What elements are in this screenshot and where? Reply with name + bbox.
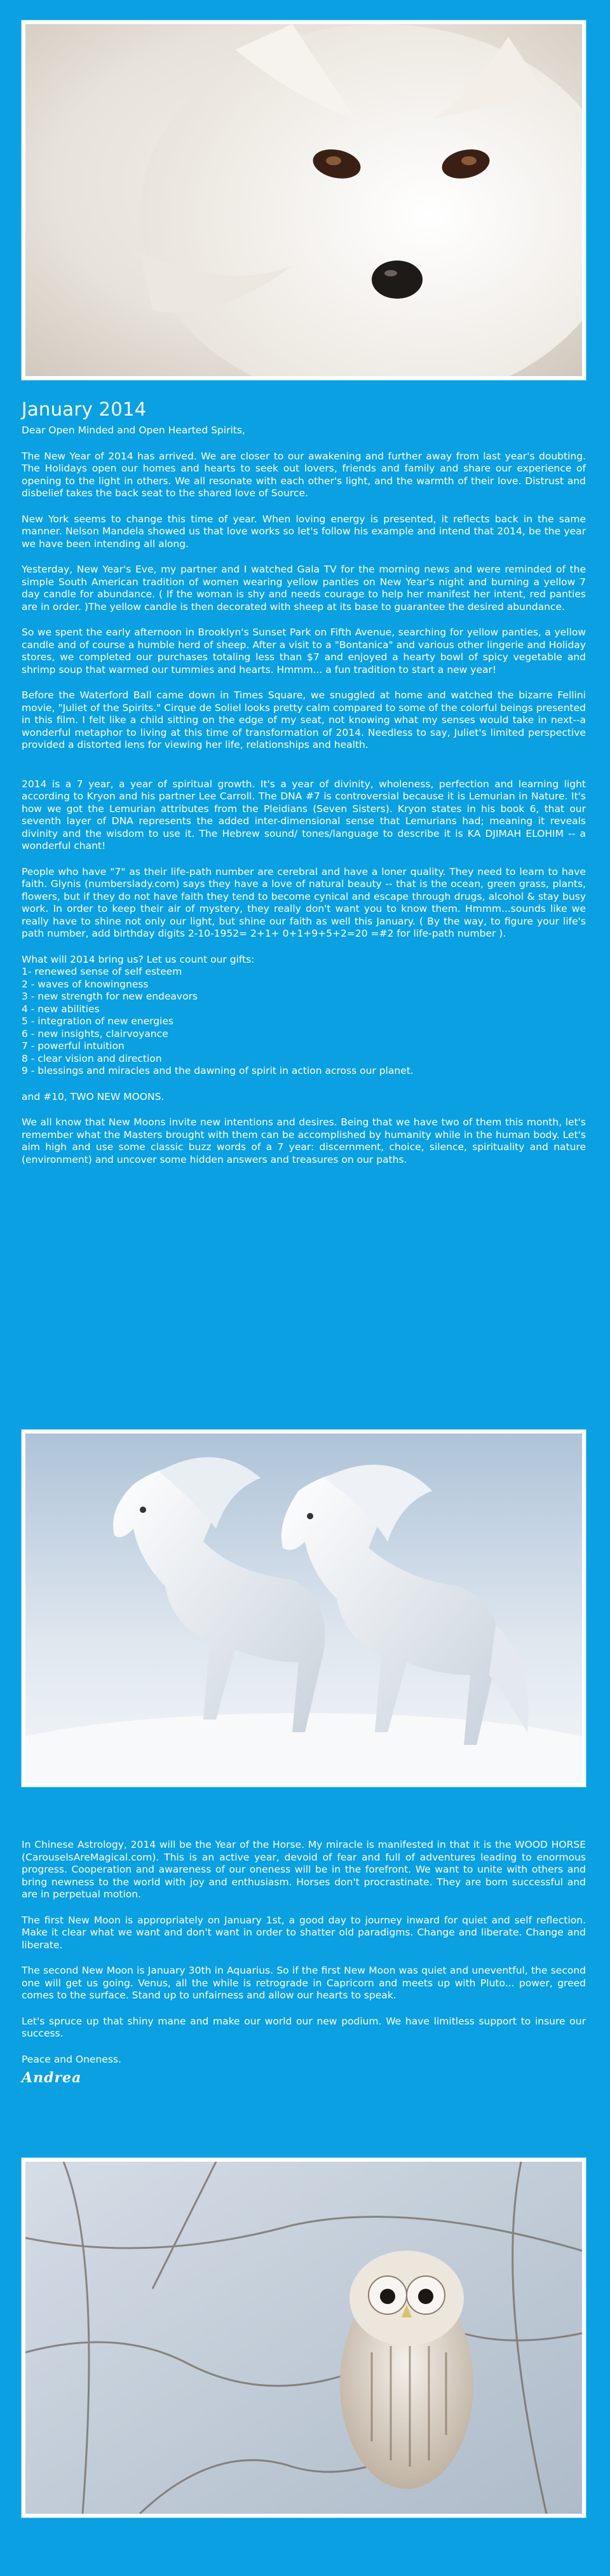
letter-body-part-1: [22, 424, 586, 1179]
list-item: 3 - new strength for new endeavors: [22, 991, 198, 1002]
moons-paragraph: We all know that New Moons invite new intentions and desires. Being that we have two of them this month, let's remember what the Masters brought with them can be accomplished by humanity while in the human body. Let's aim high and use some classic buzz words of a 7 year: discernment, choice, silence, spirituality and nature (environment) and uncover some hidden answers and treasures on our paths.: [22, 1116, 586, 1165]
list-item: 9 - blessings and miracles and the dawning of spirit in action across our planet.: [22, 1065, 414, 1076]
owl-photo: [22, 2158, 586, 2518]
paragraph: Before the Waterford Ball came down in Times Square, we snuggled at home and watched the bizarre Fellini movie, "Juliet of the Spirits." Cirque de Soliel looks pretty calm compared to some of the colorful beings presented in this film. I felt like a child sitting on the edge of my seat, not knowing what my senses would take in next--a wonderful metaphor to living at this time of transformation of 2014. Needless to say, Juliet's limited perspective provided a distorted lens for viewing her life, relationships and health.: [22, 689, 586, 750]
fox-image: [25, 24, 582, 376]
list-item: 7 - powerful intuition: [22, 1040, 125, 1052]
fox-photo: [22, 20, 586, 380]
paragraph: Yesterday, New Year's Eve, my partner and I watched Gala TV for the morning news and were reminded of the simple South American tradition of women wearing yellow panties on New Year's night and burning a yellow 7 day candle for abundance. ( If the woman is shy and needs courage to help her manifest her intent, red panties are in order. )The yellow candle is then decorated with sheep at its base to guarantee the desired abundance.: [22, 564, 586, 613]
paragraph: The first New Moon is appropriately on January 1st, a good day to journey inward for quiet and self reflection. Make it clear what we want and don't want in order to shatter old paradigms. Change and liberate. Change and liberate.: [22, 1914, 586, 1951]
list-item: 8 - clear vision and direction: [22, 1052, 162, 1064]
paragraph: People who have "7" as their life-path number are cerebral and have a loner quality. They need to learn to have faith. Glynis (numberslady.com) says they have a love of natural beauty -- that is the ocean, green grass, plants, flowers, but if they do not have faith they tend to become cynical and escape through drugs, alcohol & stay busy work. In order to keep their air of mystery, they really don't want you to know them. Hmmm...sounds like we really have to shine not only our light, but shine our faith as well this January. ( By the way, to figure your life's path number, add birthday digits 2-10-1952= 2+1+ 0+1+9+5+2=20 =#2 for life-path number ).: [22, 865, 586, 939]
owl: [340, 2251, 473, 2489]
gifts-list: [22, 966, 586, 1078]
paragraph: Let's spruce up that shiny mane and make our world our new podium. We have limitless support to insure our success.: [22, 2015, 586, 2039]
paragraph: New York seems to change this time of year. When loving energy is presented, it reflects back in the same manner. Nelson Mandela showed us that love works so let's follow his example and intend that 2014, be the year we have been intending all along.: [22, 513, 586, 550]
greeting: Dear Open Minded and Open Hearted Spirits,: [22, 424, 245, 436]
horses-image: [25, 1434, 582, 1783]
list-item: 6 - new insights, clairvoyance: [22, 1027, 168, 1040]
paragraph: 2014 is a 7 year, a year of spiritual growth. It's a year of divinity, wholeness, perfection and learning light according to Kryon and his partner Lee Carroll. The DNA #7 is controversial because it is Lemurian in Nature. It's how we got the Lemurian attributes from the Pleidians (Seven Sisters). Kryon states in his book 6, that our seventh layer of DNA represents the added inter-dimensional sense that Lemurians had; meaning it reveals divinity and the wisdom to use it. The Hebrew sound/ tones/language to describe it is KA DJIMAH ELOHIM -- a wonderful chant!: [22, 778, 586, 851]
signature: Andrea: [22, 2070, 82, 2086]
page-title: January 2014: [22, 398, 147, 421]
gift-ten: and #10, TWO NEW MOONS.: [22, 1090, 165, 1102]
fox-nose: [372, 261, 423, 299]
owl-image: [25, 2162, 582, 2514]
paragraph: In Chinese Astrology, 2014 will be the Year of the Horse. My miracle is manifested in that it is the WOOD HORSE (CarouselsAreMagical.com). This is an active year, devoid of fear and full of adventures leading to enormous progress. Cooperation and awareness of our oneness will be in the forefront. We want to unite with others and bring newness to the world with joy and enthusiasm. Horses don't procrastinate. They are born successful and are in perpetual motion.: [22, 1839, 586, 1900]
horses-photo: [22, 1430, 586, 1787]
list-item: 5 - integration of new energies: [22, 1015, 173, 1027]
letter-body-part-2: [22, 1839, 586, 2085]
paragraph: The second New Moon is January 30th in Aquarius. So if the first New Moon was quiet and uneventful, the second one will get us going. Venus, all the while is retrograde in Capricorn and meets up with Pluto... power, greed comes to the surface. Stand up to unfairness and allow our hearts to speak.: [22, 1965, 586, 2001]
list-item: 1- renewed sense of self esteem: [22, 966, 182, 977]
paragraph: So we spent the early afternoon in Brooklyn's Sunset Park on Fifth Avenue, searching for yellow panties, a yellow candle and of course a humble herd of sheep. After a visit to a "Bontanica" and various other lingerie and Holiday stores, we completed our purchases totaling less than $7 and enjoyed a hearty bowl of spicy vegetable and shrimp soup that warmed our tummies and hearts. Hmmm... a fun tradition to start a new year!: [22, 627, 586, 675]
paragraph: The New Year of 2014 has arrived. We are closer to our awakening and further away from last year's doubting. The Holidays open our homes and hearts to seek out lovers, friends and family and share our experience of opening to the light in others. We all resonate with each other's light, and the warmth of their love. Distrust and disbelief takes the back seat to the shared love of Source.: [22, 450, 586, 499]
closing: Peace and Oneness.: [22, 2053, 121, 2065]
gifts-intro: What will 2014 bring us? Let us count our gifts:: [22, 953, 255, 965]
list-item: 4 - new abilities: [22, 1003, 100, 1015]
list-item: 2 - waves of knowingness: [22, 978, 149, 990]
